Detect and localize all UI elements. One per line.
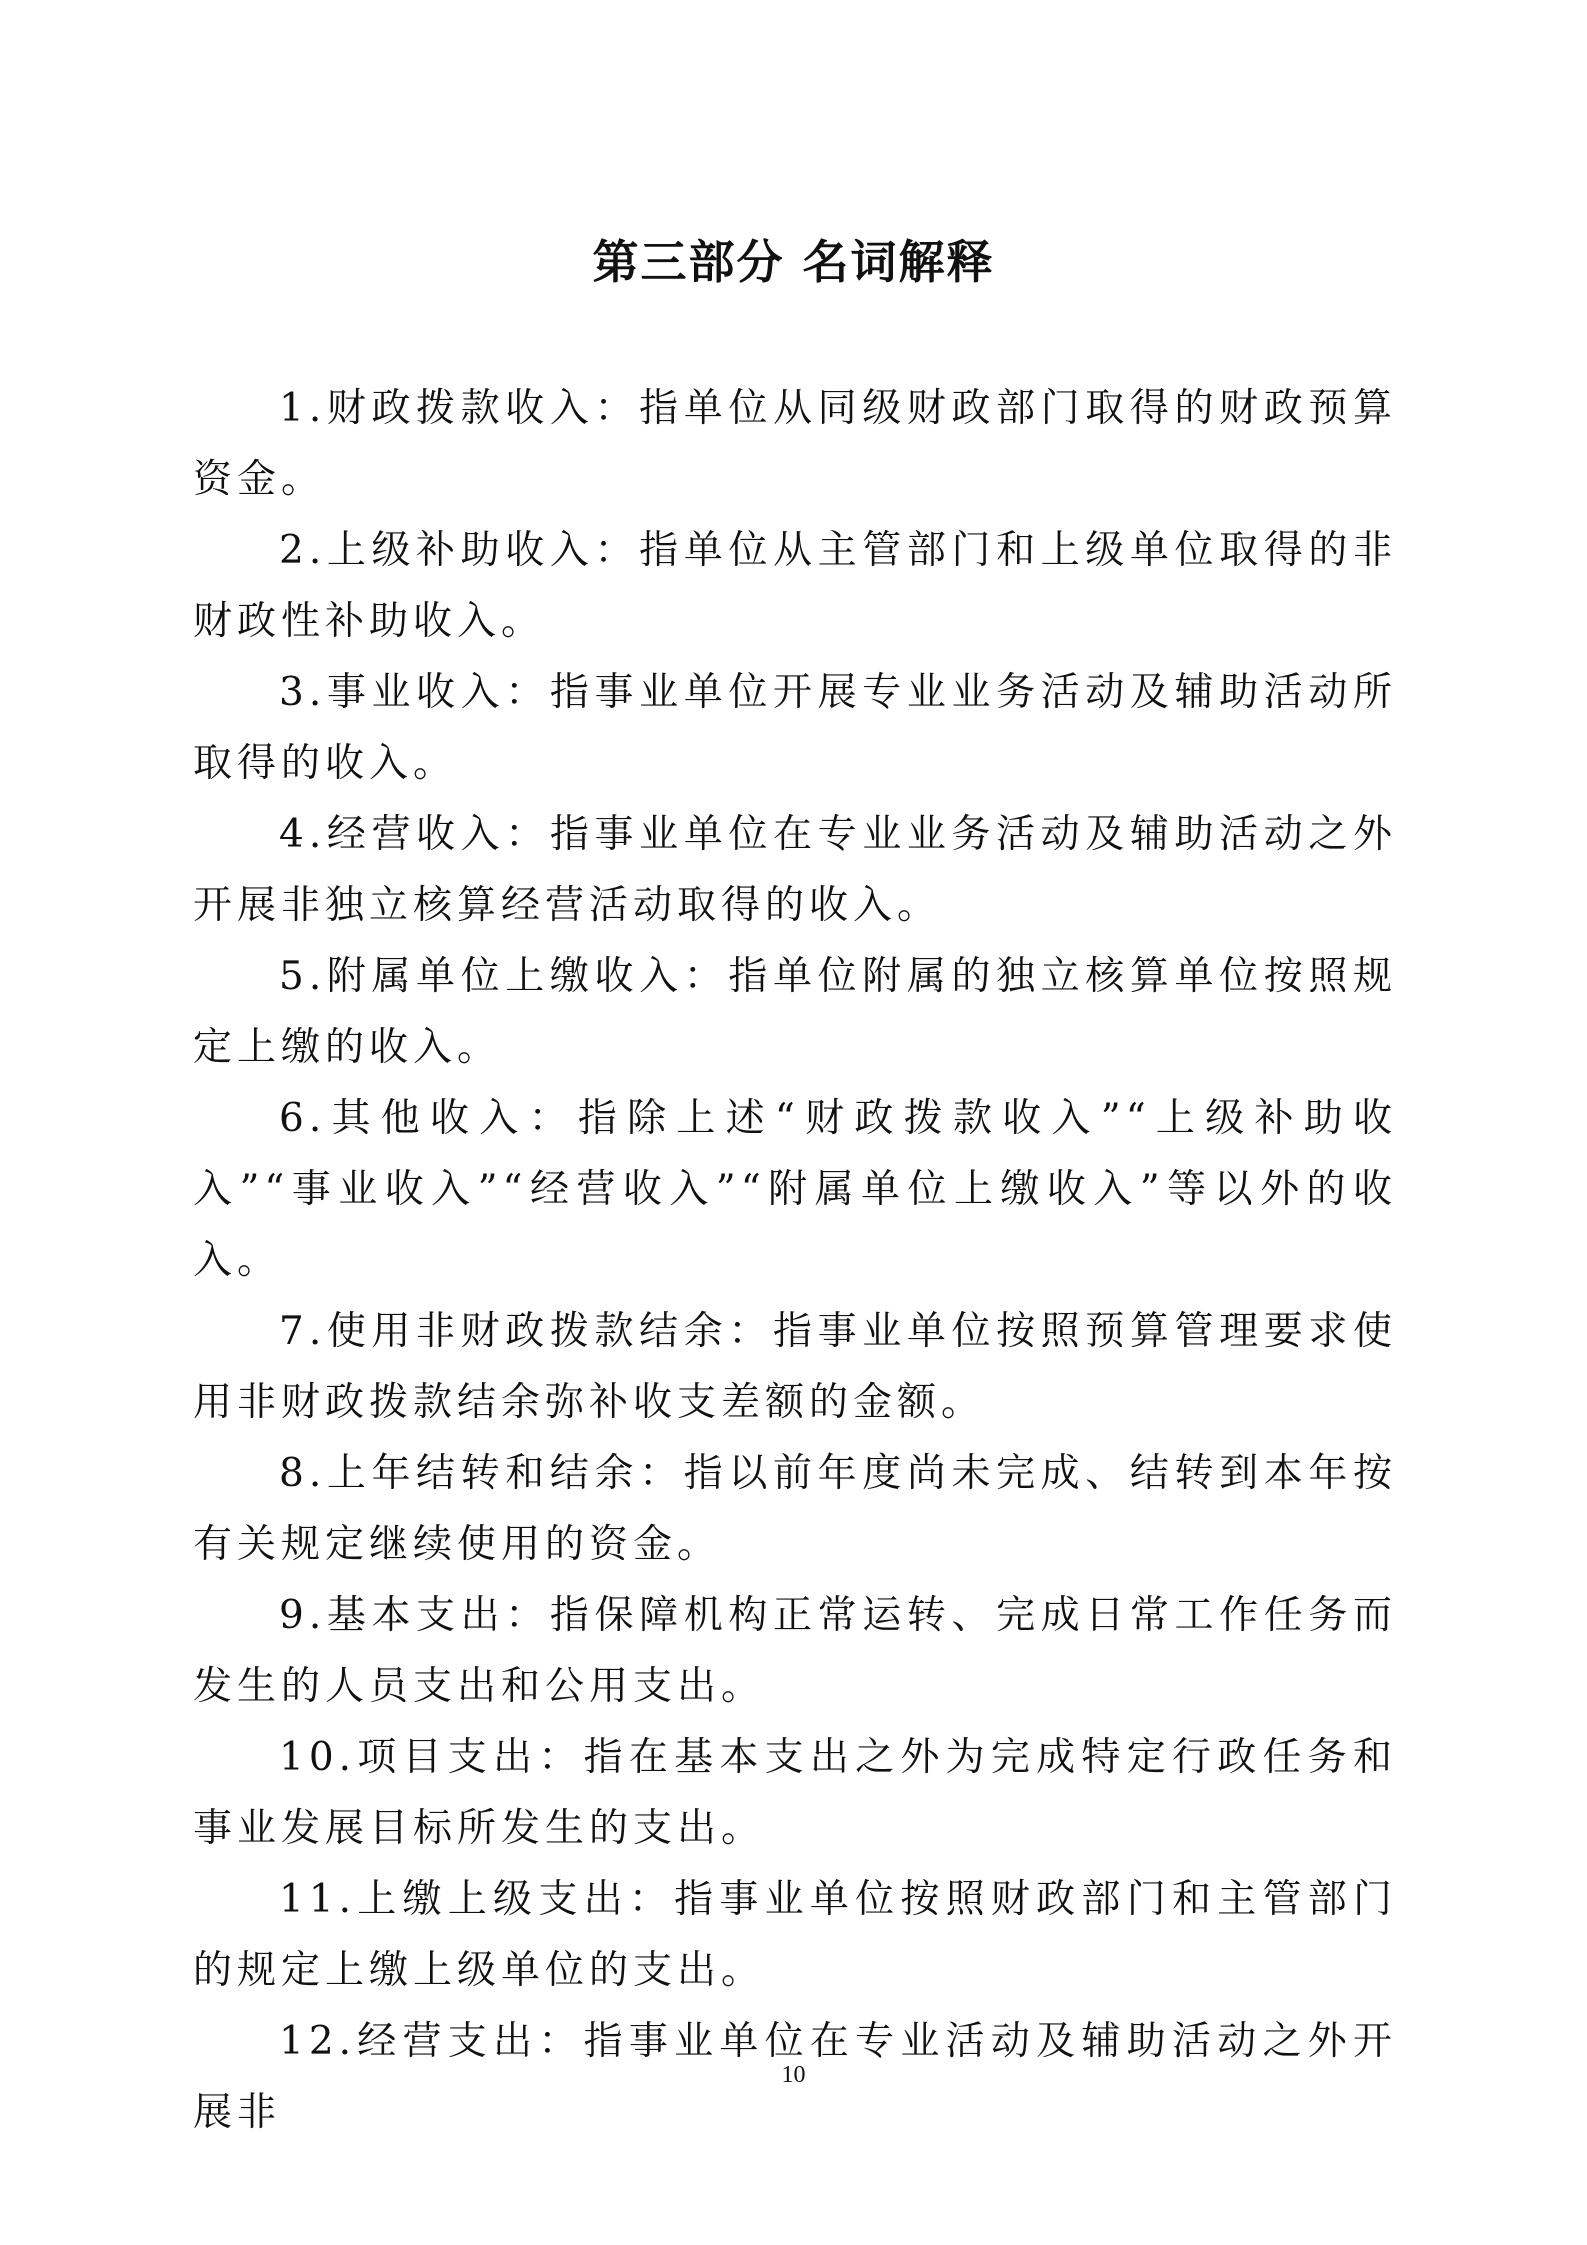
term-basic-expenditure: 9.基本支出：指保障机构正常运转、完成日常工作任务而发生的人员支出和公用支出。 bbox=[193, 1593, 1397, 1709]
term-business-income: 3.事业收入：指事业单位开展专业业务活动及辅助活动所取得的收入。 bbox=[193, 670, 1397, 786]
term-operating-income: 4.经营收入：指事业单位在专业业务活动及辅助活动之外开展非独立核算经营活动取得的收入。 bbox=[193, 812, 1397, 928]
term-financial-appropriation-income: 1.财政拨款收入：指单位从同级财政部门取得的财政预算资金。 bbox=[193, 386, 1397, 502]
term-affiliated-unit-remittance-income: 5.附属单位上缴收入：指单位附属的独立核算单位按照规定上缴的收入。 bbox=[193, 954, 1397, 1070]
page-number: 10 bbox=[781, 2062, 806, 2088]
term-prior-year-carryover: 8.上年结转和结余：指以前年度尚未完成、结转到本年按有关规定继续使用的资金。 bbox=[193, 1451, 1397, 1567]
term-project-expenditure: 10.项目支出：指在基本支出之外为完成特定行政任务和事业发展目标所发生的支出。 bbox=[193, 1735, 1397, 1851]
term-operating-expenditure: 12.经营支出：指事业单位在专业活动及辅助活动之外开展非 bbox=[193, 2019, 1397, 2135]
term-other-income: 6.其他收入：指除上述“财政拨款收入”“上级补助收入”“事业收入”“经营收入”“附属单位上缴收入”等以外的收入。 bbox=[193, 1096, 1397, 1283]
term-superior-subsidy-income: 2.上级补助收入：指单位从主管部门和上级单位取得的非财政性补助收入。 bbox=[193, 528, 1397, 644]
term-remittance-to-superior-expenditure: 11.上缴上级支出：指事业单位按照财政部门和主管部门的规定上缴上级单位的支出。 bbox=[193, 1877, 1397, 1993]
section-title: 第三部分 名词解释 bbox=[592, 235, 995, 289]
term-use-of-non-appropriation-balance: 7.使用非财政拨款结余：指事业单位按照预算管理要求使用非财政拨款结余弥补收支差额的金额。 bbox=[193, 1309, 1397, 1425]
terms-list bbox=[193, 373, 1397, 2148]
